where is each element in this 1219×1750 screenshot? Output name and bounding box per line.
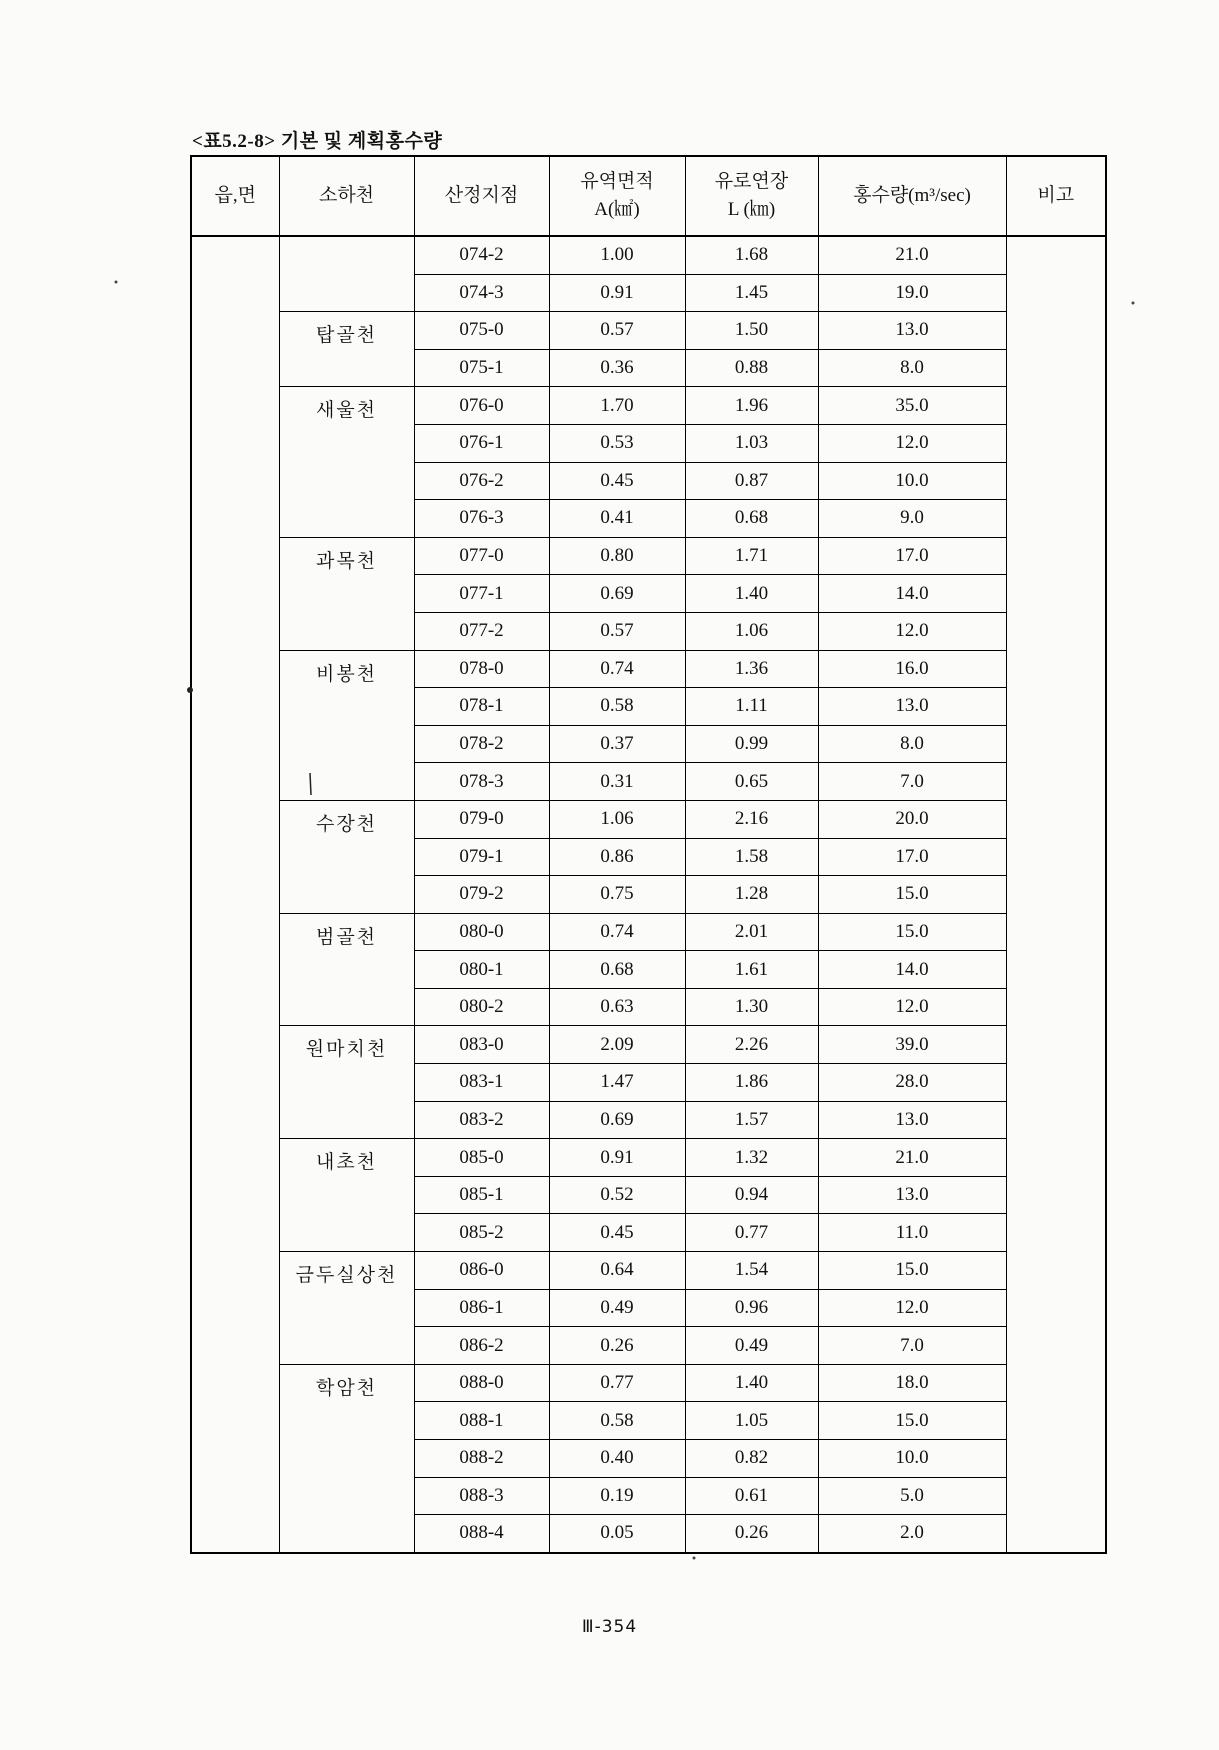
stream-cell: 비봉천 <box>279 650 414 800</box>
point-cell: 078-3 <box>414 763 549 801</box>
header-note: 비고 <box>1006 156 1106 236</box>
discharge-cell: 2.0 <box>818 1515 1006 1553</box>
point-cell: 076-0 <box>414 387 549 425</box>
area-cell: 1.70 <box>549 387 685 425</box>
point-cell: 075-1 <box>414 349 549 387</box>
length-cell: 1.68 <box>685 236 818 274</box>
area-cell: 1.47 <box>549 1064 685 1102</box>
point-cell: 088-3 <box>414 1477 549 1515</box>
length-cell: 0.99 <box>685 725 818 763</box>
area-cell: 0.68 <box>549 951 685 989</box>
discharge-cell: 21.0 <box>818 1139 1006 1177</box>
table-row <box>191 800 1106 838</box>
town-cell <box>191 236 279 1553</box>
header-stream: 소하천 <box>279 156 414 236</box>
table-header <box>191 156 1106 236</box>
point-cell: 080-2 <box>414 988 549 1026</box>
point-cell: 088-4 <box>414 1515 549 1553</box>
discharge-cell: 18.0 <box>818 1364 1006 1402</box>
area-cell: 0.64 <box>549 1252 685 1290</box>
discharge-cell: 13.0 <box>818 1101 1006 1139</box>
point-cell: 085-1 <box>414 1176 549 1214</box>
discharge-cell: 12.0 <box>818 988 1006 1026</box>
stream-cell: 탑골천 <box>279 312 414 387</box>
area-cell: 0.77 <box>549 1364 685 1402</box>
table-row <box>191 913 1106 951</box>
length-cell: 1.06 <box>685 612 818 650</box>
length-cell: 1.96 <box>685 387 818 425</box>
discharge-cell: 10.0 <box>818 462 1006 500</box>
header-area-line1: 유역면적 <box>580 171 654 192</box>
point-cell: 083-2 <box>414 1101 549 1139</box>
page-number: Ⅲ-354 <box>581 1617 638 1637</box>
length-cell: 1.40 <box>685 575 818 613</box>
length-cell: 1.03 <box>685 424 818 462</box>
area-cell: 0.91 <box>549 1139 685 1177</box>
table-row <box>191 1139 1106 1177</box>
stream-cell <box>279 236 414 312</box>
discharge-cell: 12.0 <box>818 1289 1006 1327</box>
area-cell: 0.80 <box>549 537 685 575</box>
table-row <box>191 650 1106 688</box>
stream-cell: 과목천 <box>279 537 414 650</box>
stream-cell: 원마치천 <box>279 1026 414 1139</box>
discharge-cell: 9.0 <box>818 500 1006 538</box>
header-row <box>191 156 1106 236</box>
length-cell: 2.01 <box>685 913 818 951</box>
table-body <box>191 236 1106 1553</box>
area-cell: 1.06 <box>549 800 685 838</box>
point-cell: 077-0 <box>414 537 549 575</box>
header-point: 산정지점 <box>414 156 549 236</box>
table-row <box>191 1364 1106 1402</box>
area-cell: 0.58 <box>549 688 685 726</box>
area-cell: 0.52 <box>549 1176 685 1214</box>
point-cell: 085-0 <box>414 1139 549 1177</box>
discharge-cell: 14.0 <box>818 951 1006 989</box>
length-cell: 1.61 <box>685 951 818 989</box>
area-cell: 0.41 <box>549 500 685 538</box>
area-cell: 2.09 <box>549 1026 685 1064</box>
area-cell: 0.45 <box>549 1214 685 1252</box>
area-cell: 0.57 <box>549 612 685 650</box>
discharge-cell: 17.0 <box>818 537 1006 575</box>
length-cell: 2.16 <box>685 800 818 838</box>
discharge-cell: 12.0 <box>818 424 1006 462</box>
point-cell: 076-2 <box>414 462 549 500</box>
discharge-cell: 7.0 <box>818 1327 1006 1365</box>
area-cell: 0.86 <box>549 838 685 876</box>
point-cell: 085-2 <box>414 1214 549 1252</box>
point-cell: 080-0 <box>414 913 549 951</box>
point-cell: 075-0 <box>414 312 549 350</box>
length-cell: 1.32 <box>685 1139 818 1177</box>
point-cell: 077-2 <box>414 612 549 650</box>
stream-cell: 새울천 <box>279 387 414 537</box>
area-cell: 0.74 <box>549 913 685 951</box>
length-cell: 0.94 <box>685 1176 818 1214</box>
point-cell: 079-1 <box>414 838 549 876</box>
table-title: <표5.2-8> 기본 및 계획홍수량 <box>192 131 443 152</box>
discharge-cell: 7.0 <box>818 763 1006 801</box>
point-cell: 088-1 <box>414 1402 549 1440</box>
discharge-cell: 12.0 <box>818 612 1006 650</box>
table-row <box>191 312 1106 350</box>
flood-discharge-table <box>190 155 1107 1554</box>
table-row <box>191 387 1106 425</box>
length-cell: 0.88 <box>685 349 818 387</box>
discharge-cell: 28.0 <box>818 1064 1006 1102</box>
length-cell: 2.26 <box>685 1026 818 1064</box>
area-cell: 0.75 <box>549 876 685 914</box>
point-cell: 079-2 <box>414 876 549 914</box>
length-cell: 1.50 <box>685 312 818 350</box>
table-row <box>191 1026 1106 1064</box>
discharge-cell: 15.0 <box>818 1252 1006 1290</box>
point-cell: 076-3 <box>414 500 549 538</box>
length-cell: 1.36 <box>685 650 818 688</box>
table-row <box>191 236 1106 274</box>
discharge-cell: 20.0 <box>818 800 1006 838</box>
discharge-cell: 14.0 <box>818 575 1006 613</box>
length-cell: 1.71 <box>685 537 818 575</box>
area-cell: 0.57 <box>549 312 685 350</box>
point-cell: 083-0 <box>414 1026 549 1064</box>
discharge-cell: 15.0 <box>818 913 1006 951</box>
area-cell: 0.69 <box>549 575 685 613</box>
point-cell: 078-1 <box>414 688 549 726</box>
header-area-line2: A(㎢) <box>594 199 640 220</box>
length-cell: 0.87 <box>685 462 818 500</box>
point-cell: 076-1 <box>414 424 549 462</box>
discharge-cell: 15.0 <box>818 1402 1006 1440</box>
area-cell: 0.53 <box>549 424 685 462</box>
discharge-cell: 15.0 <box>818 876 1006 914</box>
point-cell: 086-0 <box>414 1252 549 1290</box>
area-cell: 0.31 <box>549 763 685 801</box>
area-cell: 0.58 <box>549 1402 685 1440</box>
discharge-cell: 13.0 <box>818 688 1006 726</box>
length-cell: 1.28 <box>685 876 818 914</box>
length-cell: 1.57 <box>685 1101 818 1139</box>
length-cell: 0.68 <box>685 500 818 538</box>
length-cell: 0.49 <box>685 1327 818 1365</box>
discharge-cell: 13.0 <box>818 1176 1006 1214</box>
discharge-cell: 21.0 <box>818 236 1006 274</box>
area-cell: 0.49 <box>549 1289 685 1327</box>
stream-cell: 금두실상천 <box>279 1252 414 1365</box>
stream-cell: 범골천 <box>279 913 414 1026</box>
discharge-cell: 39.0 <box>818 1026 1006 1064</box>
area-cell: 0.63 <box>549 988 685 1026</box>
discharge-cell: 35.0 <box>818 387 1006 425</box>
area-cell: 0.74 <box>549 650 685 688</box>
point-cell: 077-1 <box>414 575 549 613</box>
point-cell: 088-2 <box>414 1440 549 1478</box>
length-cell: 0.61 <box>685 1477 818 1515</box>
length-cell: 1.40 <box>685 1364 818 1402</box>
point-cell: 078-0 <box>414 650 549 688</box>
area-cell: 0.19 <box>549 1477 685 1515</box>
table-row <box>191 1252 1106 1290</box>
point-cell: 088-0 <box>414 1364 549 1402</box>
discharge-cell: 19.0 <box>818 274 1006 312</box>
discharge-cell: 8.0 <box>818 349 1006 387</box>
stream-cell: 학암천 <box>279 1364 414 1552</box>
scan-speck <box>1132 302 1135 305</box>
discharge-cell: 5.0 <box>818 1477 1006 1515</box>
header-length-line2: L (㎞) <box>727 199 776 220</box>
area-cell: 0.05 <box>549 1515 685 1553</box>
area-cell: 0.40 <box>549 1440 685 1478</box>
point-cell: 080-1 <box>414 951 549 989</box>
area-cell: 0.91 <box>549 274 685 312</box>
length-cell: 1.58 <box>685 838 818 876</box>
area-cell: 0.36 <box>549 349 685 387</box>
discharge-cell: 10.0 <box>818 1440 1006 1478</box>
length-cell: 0.65 <box>685 763 818 801</box>
discharge-cell: 8.0 <box>818 725 1006 763</box>
discharge-cell: 17.0 <box>818 838 1006 876</box>
point-cell: 083-1 <box>414 1064 549 1102</box>
table-row <box>191 537 1106 575</box>
length-cell: 1.30 <box>685 988 818 1026</box>
area-cell: 0.26 <box>549 1327 685 1365</box>
scan-speck <box>693 1557 696 1560</box>
length-cell: 1.54 <box>685 1252 818 1290</box>
scan-speck <box>115 281 118 284</box>
area-cell: 1.00 <box>549 236 685 274</box>
length-cell: 1.45 <box>685 274 818 312</box>
point-cell: 079-0 <box>414 800 549 838</box>
header-town: 읍,면 <box>191 156 279 236</box>
header-discharge: 홍수량(m³/sec) <box>818 156 1006 236</box>
length-cell: 1.11 <box>685 688 818 726</box>
point-cell: 086-1 <box>414 1289 549 1327</box>
header-length <box>685 156 818 236</box>
discharge-cell: 16.0 <box>818 650 1006 688</box>
area-cell: 0.37 <box>549 725 685 763</box>
header-length-line1: 유로연장 <box>714 171 789 192</box>
length-cell: 0.82 <box>685 1440 818 1478</box>
point-cell: 074-3 <box>414 274 549 312</box>
header-area <box>549 156 685 236</box>
point-cell: 086-2 <box>414 1327 549 1365</box>
length-cell: 1.05 <box>685 1402 818 1440</box>
stream-cell: 수장천 <box>279 800 414 913</box>
point-cell: 074-2 <box>414 236 549 274</box>
note-cell <box>1006 236 1106 1553</box>
area-cell: 0.45 <box>549 462 685 500</box>
length-cell: 0.26 <box>685 1515 818 1553</box>
discharge-cell: 11.0 <box>818 1214 1006 1252</box>
discharge-cell: 13.0 <box>818 312 1006 350</box>
length-cell: 0.77 <box>685 1214 818 1252</box>
length-cell: 0.96 <box>685 1289 818 1327</box>
stream-cell: 내초천 <box>279 1139 414 1252</box>
point-cell: 078-2 <box>414 725 549 763</box>
area-cell: 0.69 <box>549 1101 685 1139</box>
length-cell: 1.86 <box>685 1064 818 1102</box>
